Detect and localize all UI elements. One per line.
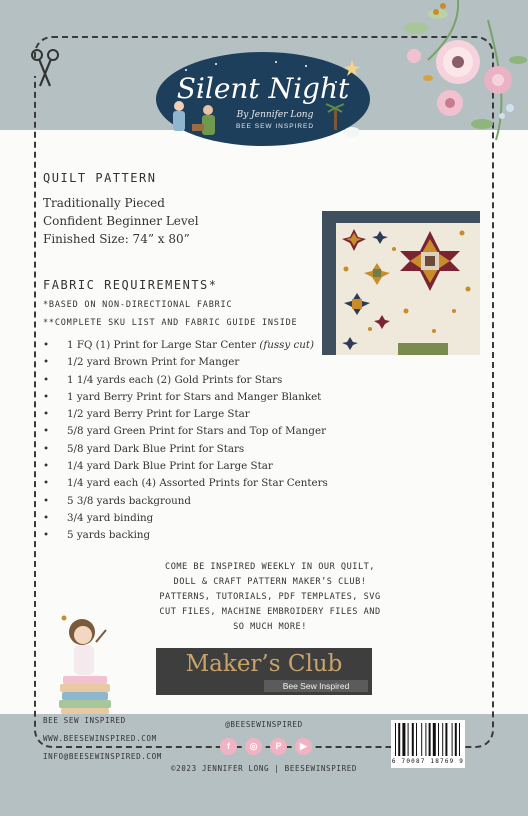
social-handle: @BEESEWINSPIRED bbox=[225, 720, 303, 729]
list-item bbox=[43, 423, 328, 440]
quilt-pattern-heading: QUILT PATTERN bbox=[43, 171, 157, 185]
facebook-icon[interactable]: f bbox=[220, 738, 237, 755]
pattern-line: Confident Beginner Level bbox=[43, 214, 199, 228]
item-text: 1/2 yard Berry Print for Large Star bbox=[67, 408, 250, 421]
makers-club-promo bbox=[156, 560, 384, 635]
scissors-icon bbox=[28, 46, 62, 90]
promo-line: CUT FILES, MACHINE EMBROIDERY FILES AND bbox=[159, 607, 381, 617]
promo-line: COME BE INSPIRED WEEKLY IN OUR QUILT, bbox=[165, 562, 375, 572]
pattern-line: Traditionally Pieced bbox=[43, 196, 165, 210]
bullet: • bbox=[43, 425, 50, 438]
item-text: 3/4 yard binding bbox=[67, 511, 154, 524]
list-item bbox=[43, 337, 328, 354]
bullet: • bbox=[43, 373, 50, 386]
youtube-icon[interactable]: ▶ bbox=[295, 738, 312, 755]
website-link[interactable]: WWW.BEESEWINSPIRED.COM bbox=[43, 734, 157, 743]
list-item bbox=[43, 406, 328, 423]
bullet: • bbox=[43, 529, 50, 542]
email-link[interactable]: INFO@BEESEWINSPIRED.COM bbox=[43, 752, 162, 761]
list-item bbox=[43, 510, 328, 527]
item-text: 1/4 yard Dark Blue Print for Large Star bbox=[67, 460, 273, 473]
pinterest-icon[interactable]: P bbox=[270, 738, 287, 755]
bullet: • bbox=[43, 339, 50, 351]
fabric-note: *BASED ON NON-DIRECTIONAL FABRIC bbox=[43, 300, 233, 310]
barcode-bars bbox=[391, 720, 465, 758]
item-text: 5/8 yard Dark Blue Print for Stars bbox=[67, 442, 245, 455]
fabric-list bbox=[43, 337, 328, 545]
logo-byline: By Jennifer Long bbox=[236, 110, 314, 120]
promo-line: DOLL & CRAFT PATTERN MAKER’S CLUB! bbox=[173, 577, 367, 587]
sku-note: **COMPLETE SKU LIST AND FABRIC GUIDE INSIDE bbox=[43, 318, 298, 328]
list-item bbox=[43, 527, 328, 544]
list-item bbox=[43, 458, 328, 475]
barcode-number: 6 70087 18769 9 bbox=[391, 758, 465, 765]
item-text: 1/2 yard Brown Print for Manger bbox=[67, 356, 240, 369]
item-text: 1 1/4 yards each (2) Gold Prints for Stars bbox=[67, 373, 283, 386]
list-item bbox=[43, 493, 328, 510]
makers-club-title: Maker’s Club bbox=[185, 651, 343, 677]
makers-club-banner[interactable] bbox=[156, 648, 372, 695]
list-item bbox=[43, 475, 328, 492]
item-text: 1 FQ (1) Print for Large Star Center bbox=[67, 339, 260, 351]
logo-subtitle: BEE SEW INSPIRED bbox=[235, 123, 315, 130]
instagram-icon[interactable]: ◎ bbox=[245, 738, 262, 755]
list-item bbox=[43, 354, 328, 371]
floral-decoration bbox=[398, 0, 528, 150]
logo-title: Silent Night bbox=[176, 72, 350, 105]
list-item bbox=[43, 389, 328, 406]
barcode bbox=[391, 720, 465, 768]
quilt-photo bbox=[322, 211, 480, 355]
item-text: 5/8 yard Green Print for Stars and Top of Manger bbox=[67, 425, 327, 438]
bullet: • bbox=[43, 442, 50, 455]
bullet: • bbox=[43, 356, 50, 369]
bullet: • bbox=[43, 460, 50, 473]
bullet: • bbox=[43, 408, 50, 421]
item-emphasis: (fussy cut) bbox=[259, 339, 315, 351]
promo-line: PATTERNS, TUTORIALS, PDF TEMPLATES, SVG bbox=[159, 592, 381, 602]
bullet: • bbox=[43, 511, 50, 524]
item-text: 1/4 yard each (4) Assorted Prints for Star Centers bbox=[67, 477, 328, 490]
promo-line: SO MUCH MORE! bbox=[233, 622, 307, 632]
item-text: 5 yards backing bbox=[67, 529, 151, 542]
company-name: BEE SEW INSPIRED bbox=[43, 716, 126, 725]
item-text: 1 yard Berry Print for Stars and Manger Blanket bbox=[67, 390, 322, 403]
sewing-girl-illustration bbox=[56, 612, 114, 714]
list-item bbox=[43, 372, 328, 389]
copyright: ©2023 JENNIFER LONG | BEESEWINSPIRED bbox=[170, 764, 358, 773]
item-text: 5 3/8 yards background bbox=[67, 494, 192, 507]
bullet: • bbox=[43, 390, 50, 403]
list-item bbox=[43, 441, 328, 458]
bullet: • bbox=[43, 494, 50, 507]
bullet: • bbox=[43, 477, 50, 490]
fabric-requirements-heading: FABRIC REQUIREMENTS* bbox=[43, 278, 218, 292]
silent-night-logo bbox=[156, 52, 370, 146]
makers-club-subtitle: Bee Sew Inspired bbox=[264, 680, 368, 692]
pattern-line: Finished Size: 74” x 80” bbox=[43, 232, 190, 246]
pattern-details bbox=[43, 194, 199, 248]
